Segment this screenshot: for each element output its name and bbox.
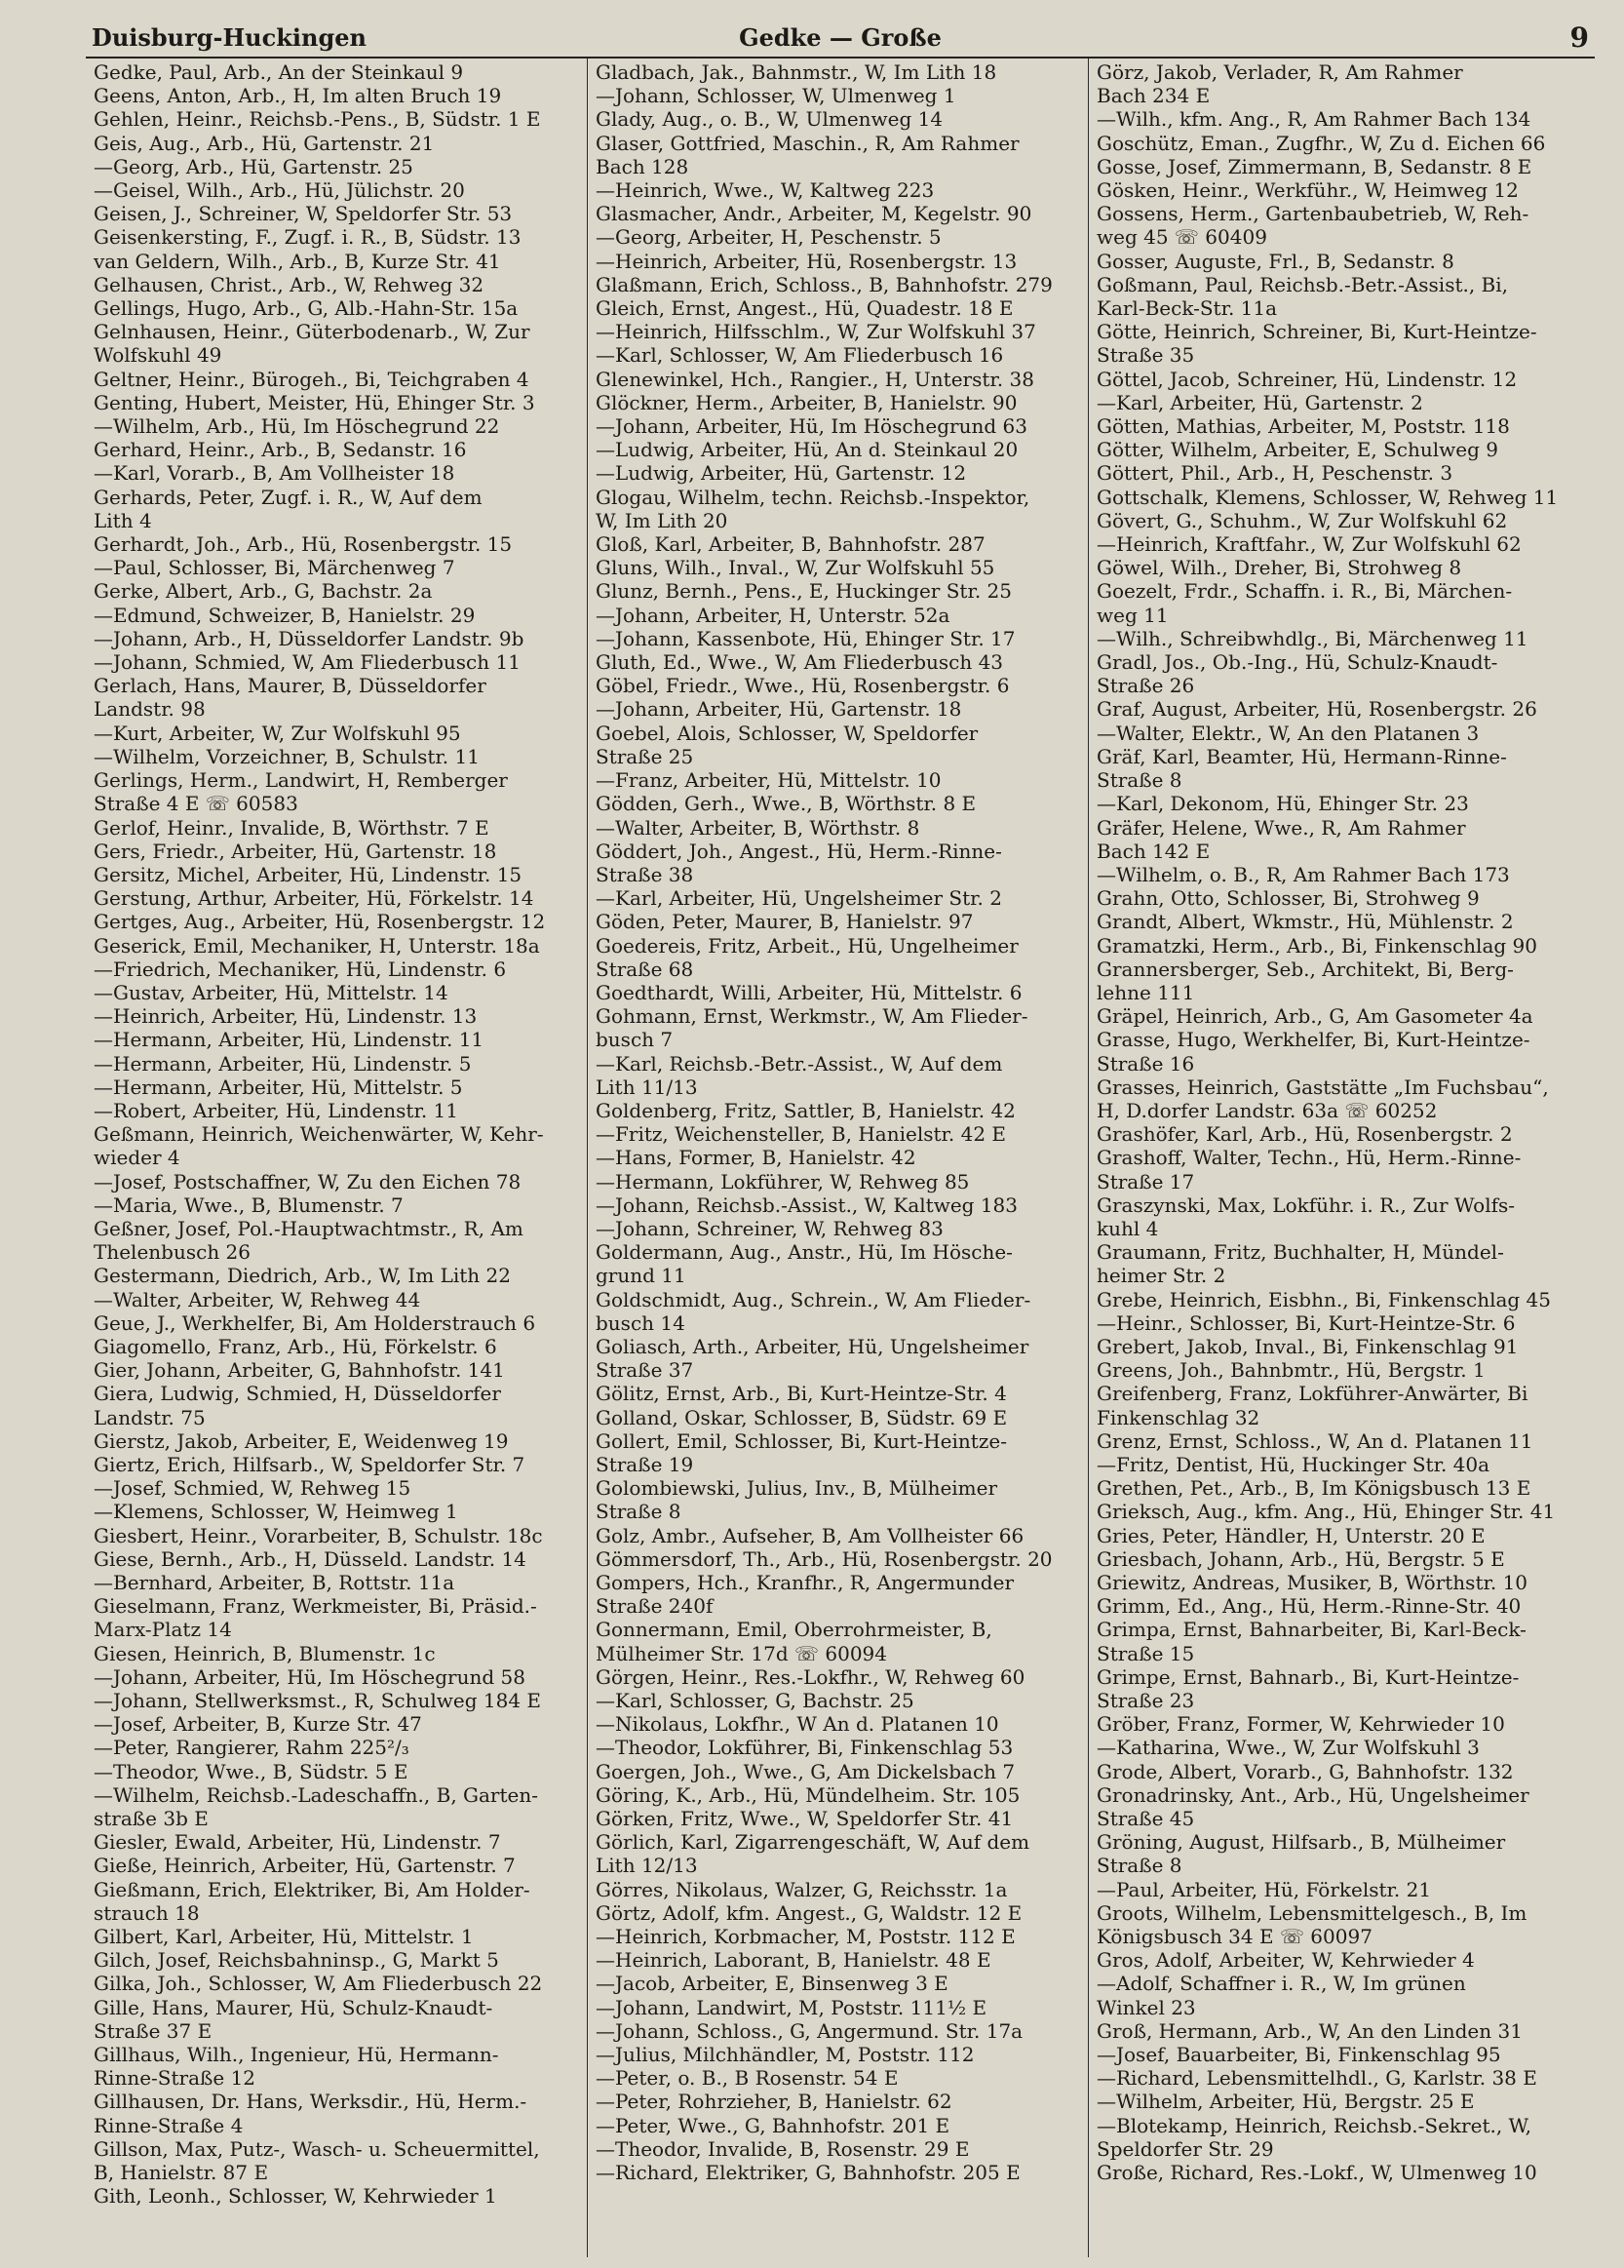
directory-entry: Gompers, Hch., Kranfhr., R, Angermunder	[596, 1571, 1015, 1594]
directory-entry: —Franz, Arbeiter, Hü, Mittelstr. 10	[596, 768, 942, 793]
directory-entry: Giera, Ludwig, Schmied, H, Düsseldorfer	[94, 1382, 501, 1406]
directory-entry: —Karl, Vorarb., B, Am Vollheister 18	[94, 461, 455, 486]
directory-entry: Bach 142 E	[1097, 839, 1211, 863]
directory-entry: Straße 8	[596, 1500, 681, 1524]
directory-entry: Große, Richard, Res.-Lokf., W, Ulmenweg 10	[1097, 2161, 1537, 2185]
directory-entry: Gröning, August, Hilfsarb., B, Mülheimer	[1097, 1830, 1506, 1855]
directory-entry: strauch 18	[94, 1900, 200, 1925]
directory-entry: busch 14	[596, 1310, 685, 1335]
directory-entry: Goergen, Joh., Wwe., G, Am Dickelsbach 7	[596, 1759, 1016, 1783]
directory-entry: Grieksch, Aug., kfm. Ang., Hü, Ehinger Str. 41	[1097, 1500, 1556, 1524]
directory-entry: Gossens, Herm., Gartenbaubetrieb, W, Reh-	[1097, 202, 1529, 226]
directory-entry: —Karl, Reichsb.-Betr.-Assist., W, Auf dem	[596, 1051, 1003, 1075]
directory-entry: Glöckner, Herm., Arbeiter, B, Hanielstr. 90	[596, 390, 1018, 414]
directory-entry: Gierstz, Jakob, Arbeiter, E, Weidenweg 19	[94, 1428, 509, 1453]
directory-entry: —Johann, Kassenbote, Hü, Ehinger Str. 17	[596, 626, 1016, 650]
directory-entry: Gersitz, Michel, Arbeiter, Hü, Lindenstr. 15	[94, 862, 522, 886]
directory-entry: —Josef, Postschaffner, W, Zu den Eichen 78	[94, 1169, 522, 1193]
directory-entry: —Richard, Lebensmittelhdl., G, Karlstr. 38 E	[1097, 2066, 1537, 2091]
directory-entry: Gerlings, Herm., Landwirt, H, Remberger	[94, 768, 508, 793]
directory-entry: —Katharina, Wwe., W, Zur Wolfskuhl 3	[1097, 1736, 1480, 1760]
directory-entry: —Johann, Arb., H, Düsseldorfer Landstr. 9b	[94, 626, 524, 650]
column-3	[1088, 59, 1589, 2257]
directory-entry: van Geldern, Wilh., Arb., B, Kurze Str. 41	[94, 249, 501, 273]
directory-entry: Straße 26	[1097, 674, 1195, 698]
directory-entry: —Heinrich, Arbeiter, Hü, Lindenstr. 13	[94, 1004, 478, 1029]
directory-entry: —Blotekamp, Heinrich, Reichsb.-Sekret., W,	[1097, 2113, 1531, 2137]
directory-entry: Graf, August, Arbeiter, Hü, Rosenbergstr. 26	[1097, 697, 1537, 722]
directory-entry: —Bernhard, Arbeiter, B, Rottstr. 11a	[94, 1571, 455, 1594]
page-header	[86, 20, 1595, 59]
directory-entry: —Walter, Elektr., W, An den Platanen 3	[1097, 721, 1480, 745]
directory-entry: —Adolf, Schaffner i. R., W, Im grünen	[1097, 1972, 1466, 1996]
directory-entry: Landstr. 75	[94, 1405, 206, 1429]
directory-entry: Finkenschlag 32	[1097, 1405, 1260, 1429]
directory-entry: Gloß, Karl, Arbeiter, B, Bahnhofstr. 287	[596, 532, 986, 557]
directory-entry: Görlich, Karl, Zigarrengeschäft, W, Auf dem	[596, 1830, 1030, 1855]
directory-entry: Lith 11/13	[596, 1075, 698, 1099]
directory-entry: —Walter, Arbeiter, W, Rehweg 44	[94, 1287, 421, 1311]
directory-entry: Göttel, Jacob, Schreiner, Hü, Lindenstr. 12	[1097, 367, 1518, 391]
directory-entry: Straße 35	[1097, 343, 1195, 368]
directory-entry: Groß, Hermann, Arb., W, An den Linden 31	[1097, 2018, 1523, 2043]
directory-entry: —Johann, Arbeiter, H, Unterstr. 52a	[596, 603, 950, 627]
directory-entry: Goliasch, Arth., Arbeiter, Hü, Ungelsheimer	[596, 1334, 1029, 1358]
directory-entry: —Paul, Schlosser, Bi, Märchenweg 7	[94, 556, 455, 580]
directory-entry: —Friedrich, Mechaniker, Hü, Lindenstr. 6	[94, 957, 507, 981]
directory-entry: Giagomello, Franz, Arb., Hü, Förkelstr. 6	[94, 1334, 497, 1358]
directory-entry: Geue, J., Werkhelfer, Bi, Am Holderstrauch 6	[94, 1310, 536, 1335]
directory-entry: —Wilhelm, Arb., Hü, Im Höschegrund 22	[94, 414, 500, 439]
directory-entry: Göwel, Wilh., Dreher, Bi, Strohweg 8	[1097, 556, 1462, 580]
directory-entry: Grahn, Otto, Schlosser, Bi, Strohweg 9	[1097, 886, 1480, 911]
directory-entry: Speldorfer Str. 29	[1097, 2136, 1274, 2161]
directory-entry: Geisen, J., Schreiner, W, Speldorfer Str. 53	[94, 202, 513, 226]
directory-entry: Marx-Platz 14	[94, 1618, 232, 1642]
directory-entry: Gerlof, Heinr., Invalide, B, Wörthstr. 7 E	[94, 815, 489, 840]
directory-entry: Gosse, Josef, Zimmermann, B, Sedanstr. 8 E	[1097, 154, 1532, 178]
directory-entry: Götten, Mathias, Arbeiter, M, Poststr. 118	[1097, 414, 1510, 439]
directory-entry: kuhl 4	[1097, 1216, 1159, 1240]
directory-entry: Goschütz, Eman., Zugfhr., W, Zu d. Eichen 66	[1097, 131, 1546, 155]
directory-entry: Gollert, Emil, Schlosser, Bi, Kurt-Heintze-	[596, 1428, 1007, 1453]
directory-entry: Gräpel, Heinrich, Arb., G, Am Gasometer 4a	[1097, 1004, 1533, 1029]
directory-entry: —Heinrich, Hilfsschlm., W, Zur Wolfskuhl 37	[596, 320, 1036, 344]
directory-entry: Gertges, Aug., Arbeiter, Hü, Rosenbergstr. 12	[94, 910, 546, 934]
directory-entry: Gramatzki, Herm., Arb., Bi, Finkenschlag 90	[1097, 933, 1537, 958]
directory-entry: —Richard, Elektriker, G, Bahnhofstr. 205 E	[596, 2161, 1021, 2185]
directory-entry: Glaser, Gottfried, Maschin., R, Am Rahmer	[596, 131, 1020, 155]
directory-entry: Straße 8	[1097, 768, 1182, 793]
directory-entry: Golombiewski, Julius, Inv., B, Mülheimer	[596, 1476, 998, 1501]
directory-entry: Graumann, Fritz, Buchhalter, H, Mündel-	[1097, 1240, 1504, 1265]
directory-entry: Straße 240f	[596, 1594, 714, 1619]
directory-entry: lehne 111	[1097, 980, 1195, 1004]
header-locality: Duisburg-Huckingen	[92, 23, 367, 52]
directory-entry: —Wilhelm, o. B., R, Am Rahmer Bach 173	[1097, 862, 1510, 886]
directory-entry: Gerlach, Hans, Maurer, B, Düsseldorfer	[94, 674, 486, 698]
directory-entry: wieder 4	[94, 1146, 180, 1170]
directory-entry: Göden, Peter, Maurer, B, Hanielstr. 97	[596, 910, 974, 934]
directory-entry: —Josef, Schmied, W, Rehweg 15	[94, 1476, 411, 1501]
directory-entry: Gieße, Heinrich, Arbeiter, Hü, Gartenstr. 7	[94, 1854, 516, 1878]
directory-entry: Glady, Aug., o. B., W, Ulmenweg 14	[596, 107, 944, 132]
directory-entry: Giesler, Ewald, Arbeiter, Hü, Lindenstr. 7	[94, 1830, 501, 1855]
directory-entry: —Karl, Arbeiter, Hü, Gartenstr. 2	[1097, 390, 1423, 414]
directory-entry: weg 11	[1097, 603, 1169, 627]
directory-entry: Goebel, Alois, Schlosser, W, Speldorfer	[596, 721, 979, 745]
directory-entry: —Johann, Schreiner, W, Rehweg 83	[596, 1216, 944, 1240]
directory-entry: Gömmersdorf, Th., Arb., Hü, Rosenbergstr. 20	[596, 1546, 1053, 1571]
directory-entry: —Wilh., Schreibwhdlg., Bi, Märchenweg 11	[1097, 626, 1528, 650]
directory-entry: —Hans, Former, B, Hanielstr. 42	[596, 1146, 916, 1170]
directory-entry: Grebe, Heinrich, Eisbhn., Bi, Finkenschlag 45	[1097, 1287, 1552, 1311]
directory-entry: Straße 25	[596, 744, 694, 768]
directory-entry: —Heinrich, Kraftfahr., W, Zur Wolfskuhl 62	[1097, 532, 1522, 557]
directory-entry: Gölitz, Ernst, Arb., Bi, Kurt-Heintze-Str. 4	[596, 1382, 1007, 1406]
directory-entry: Rinne-Straße 4	[94, 2113, 244, 2137]
directory-entry: —Nikolaus, Lokfhr., W An d. Platanen 10	[596, 1712, 999, 1737]
directory-entry: Gluth, Ed., Wwe., W, Am Fliederbusch 43	[596, 650, 1004, 675]
directory-entry: Gronadrinsky, Ant., Arb., Hü, Ungelsheimer	[1097, 1782, 1529, 1807]
directory-entry: Gladbach, Jak., Bahnmstr., W, Im Lith 18	[596, 60, 997, 84]
directory-entry: —Johann, Stellwerksmst., R, Schulweg 184 E	[94, 1689, 542, 1713]
directory-entry: —Wilhelm, Arbeiter, Hü, Bergstr. 25 E	[1097, 2090, 1475, 2114]
directory-entry: Gehlen, Heinr., Reichsb.-Pens., B, Südstr. 1 E	[94, 107, 541, 132]
directory-entry: —Johann, Schmied, W, Am Fliederbusch 11	[94, 650, 521, 675]
directory-entry: Gröber, Franz, Former, W, Kehrwieder 10	[1097, 1712, 1505, 1737]
directory-entry: —Julius, Milchhändler, M, Poststr. 112	[596, 2043, 975, 2067]
directory-entry: Gilka, Joh., Schlosser, W, Am Fliederbusch 22	[94, 1972, 543, 1996]
directory-entry: —Maria, Wwe., B, Blumenstr. 7	[94, 1193, 404, 1217]
directory-entry: Gösken, Heinr., Werkführ., W, Heimweg 12	[1097, 178, 1519, 203]
directory-entry: —Peter, Rangierer, Rahm 225²/₃	[94, 1736, 409, 1760]
directory-entry: Straße 68	[596, 957, 694, 981]
directory-entry: H, D.dorfer Landstr. 63a ☏ 60252	[1097, 1098, 1438, 1122]
directory-entry: Straße 8	[1097, 1854, 1182, 1878]
directory-entry: Gestermann, Diedrich, Arb., W, Im Lith 22	[94, 1264, 511, 1288]
directory-entry: —Johann, Reichsb.-Assist., W, Kaltweg 183	[596, 1193, 1018, 1217]
directory-entry: Greens, Joh., Bahnbmtr., Hü, Bergstr. 1	[1097, 1358, 1486, 1383]
directory-entry: —Wilhelm, Reichsb.-Ladeschaffn., B, Garten-	[94, 1782, 539, 1807]
directory-entry: Gille, Hans, Maurer, Hü, Schulz-Knaudt-	[94, 1995, 493, 2019]
directory-entry: —Peter, Wwe., G, Bahnhofstr. 201 E	[596, 2113, 950, 2137]
directory-entry: Goldenberg, Fritz, Sattler, B, Hanielstr. 42	[596, 1098, 1016, 1122]
directory-entry: —Josef, Bauarbeiter, Bi, Finkenschlag 95	[1097, 2043, 1501, 2067]
directory-entry: Geis, Aug., Arb., Hü, Gartenstr. 21	[94, 131, 435, 155]
directory-entry: Gilch, Josef, Reichsbahninsp., G, Markt 5	[94, 1948, 499, 1973]
directory-entry: —Walter, Arbeiter, B, Wörthstr. 8	[596, 815, 920, 840]
directory-entry: Straße 4 E ☏ 60583	[94, 792, 298, 816]
directory-entry: Straße 19	[596, 1452, 694, 1476]
directory-entry: Gilbert, Karl, Arbeiter, Hü, Mittelstr. 1	[94, 1925, 474, 1949]
directory-entry: Giese, Bernh., Arb., H, Düsseld. Landstr. 14	[94, 1546, 526, 1571]
directory-entry: grund 11	[596, 1264, 686, 1288]
directory-entry: —Karl, Dekonom, Hü, Ehinger Str. 23	[1097, 792, 1469, 816]
directory-entry: Glenewinkel, Hch., Rangier., H, Unterstr. 38	[596, 367, 1034, 391]
directory-entry: Bach 234 E	[1097, 84, 1211, 108]
directory-entry: Gödden, Gerh., Wwe., B, Wörthstr. 8 E	[596, 792, 977, 816]
directory-entry: Giesbert, Heinr., Vorarbeiter, B, Schulstr. 18c	[94, 1523, 543, 1547]
directory-entry: Goßmann, Paul, Reichsb.-Betr.-Assist., Bi,	[1097, 272, 1509, 296]
directory-entry: Griesbach, Johann, Arb., Hü, Bergstr. 5 E	[1097, 1546, 1505, 1571]
directory-entry: —Ludwig, Arbeiter, Hü, An d. Steinkaul 20	[596, 438, 1019, 462]
directory-entry: Gieselmann, Franz, Werkmeister, Bi, Präsid.-	[94, 1594, 537, 1619]
directory-entry: Goedthardt, Willi, Arbeiter, Hü, Mittelstr. 6	[596, 980, 1023, 1004]
directory-entry: Gerhards, Peter, Zugf. i. R., W, Auf dem	[94, 485, 483, 509]
directory-entry: Grode, Albert, Vorarb., G, Bahnhofstr. 132	[1097, 1759, 1514, 1783]
directory-entry: Greifenberg, Franz, Lokführer-Anwärter, Bi	[1097, 1382, 1528, 1406]
directory-entry: Gillhausen, Dr. Hans, Werksdir., Hü, Herm.-	[94, 2090, 527, 2114]
directory-entry: —Karl, Schlosser, G, Bachstr. 25	[596, 1689, 914, 1713]
directory-entry: Görken, Fritz, Wwe., W, Speldorfer Str. 41	[596, 1807, 1014, 1831]
directory-entry: Griewitz, Andreas, Musiker, B, Wörthstr. 10	[1097, 1571, 1528, 1594]
directory-entry: —Ludwig, Arbeiter, Hü, Gartenstr. 12	[596, 461, 967, 486]
directory-entry: —Heinrich, Laborant, B, Hanielstr. 48 E	[596, 1948, 991, 1973]
directory-entry: Rinne-Straße 12	[94, 2066, 256, 2091]
directory-entry: Gottschalk, Klemens, Schlosser, W, Rehweg 11	[1097, 485, 1559, 509]
directory-entry: Gräf, Karl, Beamter, Hü, Hermann-Rinne-	[1097, 744, 1507, 768]
directory-entry: —Geisel, Wilh., Arb., Hü, Jülichstr. 20	[94, 178, 465, 203]
directory-entry: —Kurt, Arbeiter, W, Zur Wolfskuhl 95	[94, 721, 461, 745]
column-2	[587, 59, 1088, 2257]
directory-entry: Straße 38	[596, 862, 694, 886]
directory-entry: Gonnermann, Emil, Oberrohrmeister, B,	[596, 1618, 992, 1642]
directory-entry: —Theodor, Invalide, B, Rosenstr. 29 E	[596, 2136, 970, 2161]
directory-entry: —Georg, Arbeiter, H, Peschenstr. 5	[596, 225, 942, 250]
directory-entry: Thelenbusch 26	[94, 1240, 251, 1265]
directory-entry: Grenz, Ernst, Schloss., W, An d. Platanen 11	[1097, 1428, 1533, 1453]
directory-entry: B, Hanielstr. 87 E	[94, 2161, 269, 2185]
directory-columns	[86, 59, 1595, 2257]
directory-entry: —Hermann, Arbeiter, Hü, Mittelstr. 5	[94, 1075, 463, 1099]
directory-entry: Göttert, Phil., Arb., H, Peschenstr. 3	[1097, 461, 1453, 486]
directory-entry: Grandt, Albert, Wkmstr., Hü, Mühlenstr. 2	[1097, 910, 1514, 934]
directory-entry: straße 3b E	[94, 1807, 209, 1831]
directory-entry: W, Im Lith 20	[596, 508, 728, 532]
directory-entry: heimer Str. 2	[1097, 1264, 1226, 1288]
directory-entry: —Wilhelm, Vorzeichner, B, Schulstr. 11	[94, 744, 480, 768]
directory-entry: Görz, Jakob, Verlader, R, Am Rahmer	[1097, 60, 1463, 84]
directory-entry: —Fritz, Dentist, Hü, Huckinger Str. 40a	[1097, 1452, 1490, 1476]
directory-entry: —Klemens, Schlosser, W, Heimweg 1	[94, 1500, 458, 1524]
directory-entry: Görgen, Heinr., Res.-Lokfhr., W, Rehweg 60	[596, 1664, 1025, 1689]
directory-entry: Gradl, Jos., Ob.-Ing., Hü, Schulz-Knaudt-	[1097, 650, 1498, 675]
directory-entry: Giertz, Erich, Hilfsarb., W, Speldorfer Str. 7	[94, 1452, 525, 1476]
directory-entry: Königsbusch 34 E ☏ 60097	[1097, 1925, 1373, 1949]
directory-entry: Groots, Wilhelm, Lebensmittelgesch., B, Im	[1097, 1900, 1527, 1925]
directory-entry: Göring, K., Arb., Hü, Mündelheim. Str. 105	[596, 1782, 1021, 1807]
directory-entry: Straße 23	[1097, 1689, 1195, 1713]
directory-entry: Geserick, Emil, Mechaniker, H, Unterstr. 18a	[94, 933, 540, 958]
directory-entry: —Robert, Arbeiter, Hü, Lindenstr. 11	[94, 1098, 458, 1122]
directory-entry: Gerstung, Arthur, Arbeiter, Hü, Förkelstr. 14	[94, 886, 534, 911]
directory-entry: Gluns, Wilh., Inval., W, Zur Wolfskuhl 55	[596, 556, 995, 580]
directory-entry: Görres, Nikolaus, Walzer, G, Reichsstr. 1a	[596, 1877, 1008, 1901]
directory-entry: Gelnhausen, Heinr., Güterbodenarb., W, Zur	[94, 320, 530, 344]
directory-entry: Göddert, Joh., Angest., Hü, Herm.-Rinne-	[596, 839, 1002, 863]
directory-entry: —Hermann, Arbeiter, Hü, Lindenstr. 5	[94, 1051, 472, 1075]
directory-entry: —Hermann, Arbeiter, Hü, Lindenstr. 11	[94, 1028, 484, 1052]
directory-entry: —Johann, Arbeiter, Hü, Im Höschegrund 63	[596, 414, 1027, 439]
directory-entry: Winkel 23	[1097, 1995, 1196, 2019]
directory-entry: Geens, Anton, Arb., H, Im alten Bruch 19	[94, 84, 502, 108]
directory-entry: Geßner, Josef, Pol.-Hauptwachtmstr., R, Am	[94, 1216, 523, 1240]
directory-entry: —Johann, Schlosser, W, Ulmenweg 1	[596, 84, 956, 108]
directory-entry: Gier, Johann, Arbeiter, G, Bahnhofstr. 141	[94, 1358, 505, 1383]
directory-entry: Gedke, Paul, Arb., An der Steinkaul 9	[94, 60, 464, 84]
directory-entry: —Theodor, Lokführer, Bi, Finkenschlag 53	[596, 1736, 1014, 1760]
directory-entry: Grasses, Heinrich, Gaststätte „Im Fuchsbau“,	[1097, 1075, 1549, 1099]
directory-entry: Straße 45	[1097, 1807, 1195, 1831]
directory-entry: Gövert, G., Schuhm., W, Zur Wolfskuhl 62	[1097, 508, 1508, 532]
directory-entry: Gillson, Max, Putz-, Wasch- u. Scheuermittel,	[94, 2136, 540, 2161]
directory-entry: Gelhausen, Christ., Arb., W, Rehweg 32	[94, 272, 484, 296]
directory-entry: Straße 37	[596, 1358, 694, 1383]
directory-entry: Grethen, Pet., Arb., B, Im Königsbusch 13 E	[1097, 1476, 1531, 1501]
directory-entry: Gräfer, Helene, Wwe., R, Am Rahmer	[1097, 815, 1466, 840]
directory-entry: Gries, Peter, Händler, H, Unterstr. 20 E	[1097, 1523, 1486, 1547]
directory-entry: —Heinr., Schlosser, Bi, Kurt-Heintze-Str. 6	[1097, 1310, 1516, 1335]
directory-entry: —Johann, Arbeiter, Hü, Gartenstr. 18	[596, 697, 962, 722]
directory-entry: Grimpa, Ernst, Bahnarbeiter, Bi, Karl-Beck-	[1097, 1618, 1527, 1642]
directory-entry: —Heinrich, Wwe., W, Kaltweg 223	[596, 178, 935, 203]
directory-entry: Glasmacher, Andr., Arbeiter, M, Kegelstr. 90	[596, 202, 1032, 226]
directory-entry: Lith 12/13	[596, 1854, 698, 1878]
directory-entry: Gerhard, Heinr., Arb., B, Sedanstr. 16	[94, 438, 467, 462]
directory-entry: —Heinrich, Korbmacher, M, Poststr. 112 E	[596, 1925, 1016, 1949]
directory-entry: Landstr. 98	[94, 697, 206, 722]
directory-entry: —Peter, Rohrzieher, B, Hanielstr. 62	[596, 2090, 952, 2114]
directory-entry: Gosser, Auguste, Frl., B, Sedanstr. 8	[1097, 249, 1454, 273]
directory-entry: Graszynski, Max, Lokführ. i. R., Zur Wolfs-	[1097, 1193, 1516, 1217]
directory-entry: Gießmann, Erich, Elektriker, Bi, Am Holder-	[94, 1877, 530, 1901]
directory-entry: Glunz, Bernh., Pens., E, Huckinger Str. 25	[596, 579, 1012, 604]
directory-entry: Grashöfer, Karl, Arb., Hü, Rosenbergstr. 2	[1097, 1122, 1513, 1147]
directory-entry: Bach 128	[596, 154, 689, 178]
directory-entry: —Gustav, Arbeiter, Hü, Mittelstr. 14	[94, 980, 448, 1004]
directory-entry: —Karl, Schlosser, W, Am Fliederbusch 16	[596, 343, 1004, 368]
directory-entry: Karl-Beck-Str. 11a	[1097, 296, 1278, 321]
directory-entry: Straße 17	[1097, 1169, 1195, 1193]
directory-entry: Gros, Adolf, Arbeiter, W, Kehrwieder 4	[1097, 1948, 1475, 1973]
directory-entry: Giesen, Heinrich, B, Blumenstr. 1c	[94, 1641, 436, 1665]
directory-entry: —Theodor, Wwe., B, Südstr. 5 E	[94, 1759, 408, 1783]
directory-entry: weg 45 ☏ 60409	[1097, 225, 1267, 250]
directory-entry: —Edmund, Schweizer, B, Hanielstr. 29	[94, 603, 476, 627]
directory-entry: Glaßmann, Erich, Schloss., B, Bahnhofstr. 279	[596, 272, 1053, 296]
directory-entry: —Karl, Arbeiter, Hü, Ungelsheimer Str. 2	[596, 886, 1002, 911]
directory-entry: —Jacob, Arbeiter, E, Binsenweg 3 E	[596, 1972, 948, 1996]
directory-entry: Geltner, Heinr., Bürogeh., Bi, Teichgraben 4	[94, 367, 529, 391]
directory-entry: —Josef, Arbeiter, B, Kurze Str. 47	[94, 1712, 422, 1737]
directory-entry: Golland, Oskar, Schlosser, B, Südstr. 69 E	[596, 1405, 1008, 1429]
directory-entry: Goldschmidt, Aug., Schrein., W, Am Flieder-	[596, 1287, 1031, 1311]
directory-entry: Gerke, Albert, Arb., G, Bachstr. 2a	[94, 579, 433, 604]
directory-entry: Göbel, Friedr., Wwe., Hü, Rosenbergstr. 6	[596, 674, 1010, 698]
directory-entry: Straße 16	[1097, 1051, 1195, 1075]
directory-entry: Straße 15	[1097, 1641, 1195, 1665]
directory-entry: Straße 37 E	[94, 2018, 213, 2043]
directory-entry: Goezelt, Frdr., Schaffn. i. R., Bi, Märchen-	[1097, 579, 1513, 604]
directory-entry: Gers, Friedr., Arbeiter, Hü, Gartenstr. 18	[94, 839, 497, 863]
directory-entry: Grashoff, Walter, Techn., Hü, Herm.-Rinne-	[1097, 1146, 1522, 1170]
directory-entry: —Johann, Arbeiter, Hü, Im Höschegrund 58	[94, 1664, 525, 1689]
directory-entry: Genting, Hubert, Meister, Hü, Ehinger Str. 3	[94, 390, 535, 414]
directory-entry: Götter, Wilhelm, Arbeiter, E, Schulweg 9	[1097, 438, 1499, 462]
directory-entry: —Fritz, Weichensteller, B, Hanielstr. 42 E	[596, 1122, 1006, 1147]
directory-entry: Götte, Heinrich, Schreiner, Bi, Kurt-Heintze-	[1097, 320, 1537, 344]
directory-entry: Gith, Leonh., Schlosser, W, Kehrwieder 1	[94, 2184, 497, 2209]
directory-entry: Grimm, Ed., Ang., Hü, Herm.-Rinne-Str. 40	[1097, 1594, 1522, 1619]
directory-entry: Goldermann, Aug., Anstr., Hü, Im Hösche-	[596, 1240, 1013, 1265]
directory-entry: —Heinrich, Arbeiter, Hü, Rosenbergstr. 13	[596, 249, 1018, 273]
directory-entry: Wolfskuhl 49	[94, 343, 222, 368]
header-name-range: Gedke — Große	[739, 23, 942, 52]
directory-entry: —Johann, Schloss., G, Angermund. Str. 17a	[596, 2018, 1024, 2043]
directory-entry: Gleich, Ernst, Angest., Hü, Quadestr. 18 E	[596, 296, 1014, 321]
directory-entry: Geßmann, Heinrich, Weichenwärter, W, Kehr-	[94, 1122, 544, 1147]
directory-entry: Geisenkersting, F., Zugf. i. R., B, Südstr. 13	[94, 225, 522, 250]
directory-entry: —Wilh., kfm. Ang., R, Am Rahmer Bach 134	[1097, 107, 1531, 132]
directory-entry: —Hermann, Lokführer, W, Rehweg 85	[596, 1169, 970, 1193]
directory-entry: Grannersberger, Seb., Architekt, Bi, Berg-	[1097, 957, 1514, 981]
directory-entry: —Paul, Arbeiter, Hü, Förkelstr. 21	[1097, 1877, 1432, 1901]
directory-entry: Gillhaus, Wilh., Ingenieur, Hü, Hermann-	[94, 2043, 499, 2067]
directory-entry: Grasse, Hugo, Werkhelfer, Bi, Kurt-Heintze-	[1097, 1028, 1530, 1052]
directory-entry: busch 7	[596, 1028, 674, 1052]
directory-entry: —Georg, Arb., Hü, Gartenstr. 25	[94, 154, 413, 178]
directory-entry: —Peter, o. B., B Rosenstr. 54 E	[596, 2066, 899, 2091]
directory-entry: Görtz, Adolf, kfm. Angest., G, Waldstr. 12 E	[596, 1900, 1023, 1925]
directory-entry: Mülheimer Str. 17d ☏ 60094	[596, 1641, 888, 1665]
directory-entry: Grebert, Jakob, Inval., Bi, Finkenschlag 91	[1097, 1334, 1519, 1358]
directory-entry: Goedereis, Fritz, Arbeit., Hü, Ungelheimer	[596, 933, 1019, 958]
directory-entry: Gellings, Hugo, Arb., G, Alb.-Hahn-Str. 15a	[94, 296, 519, 321]
directory-entry: Gohmann, Ernst, Werkmstr., W, Am Flieder-	[596, 1004, 1028, 1029]
directory-entry: Glogau, Wilhelm, techn. Reichsb.-Inspektor,	[596, 485, 1030, 509]
directory-entry: —Johann, Landwirt, M, Poststr. 111½ E	[596, 1995, 987, 2019]
column-1	[86, 59, 587, 2257]
directory-entry: Lith 4	[94, 508, 152, 532]
page-number: 9	[1569, 21, 1589, 54]
directory-entry: Grimpe, Ernst, Bahnarb., Bi, Kurt-Heintze-	[1097, 1664, 1520, 1689]
directory-entry: Gerhardt, Joh., Arb., Hü, Rosenbergstr. 15	[94, 532, 513, 557]
directory-entry: Golz, Ambr., Aufseher, B, Am Vollheister 66	[596, 1523, 1025, 1547]
